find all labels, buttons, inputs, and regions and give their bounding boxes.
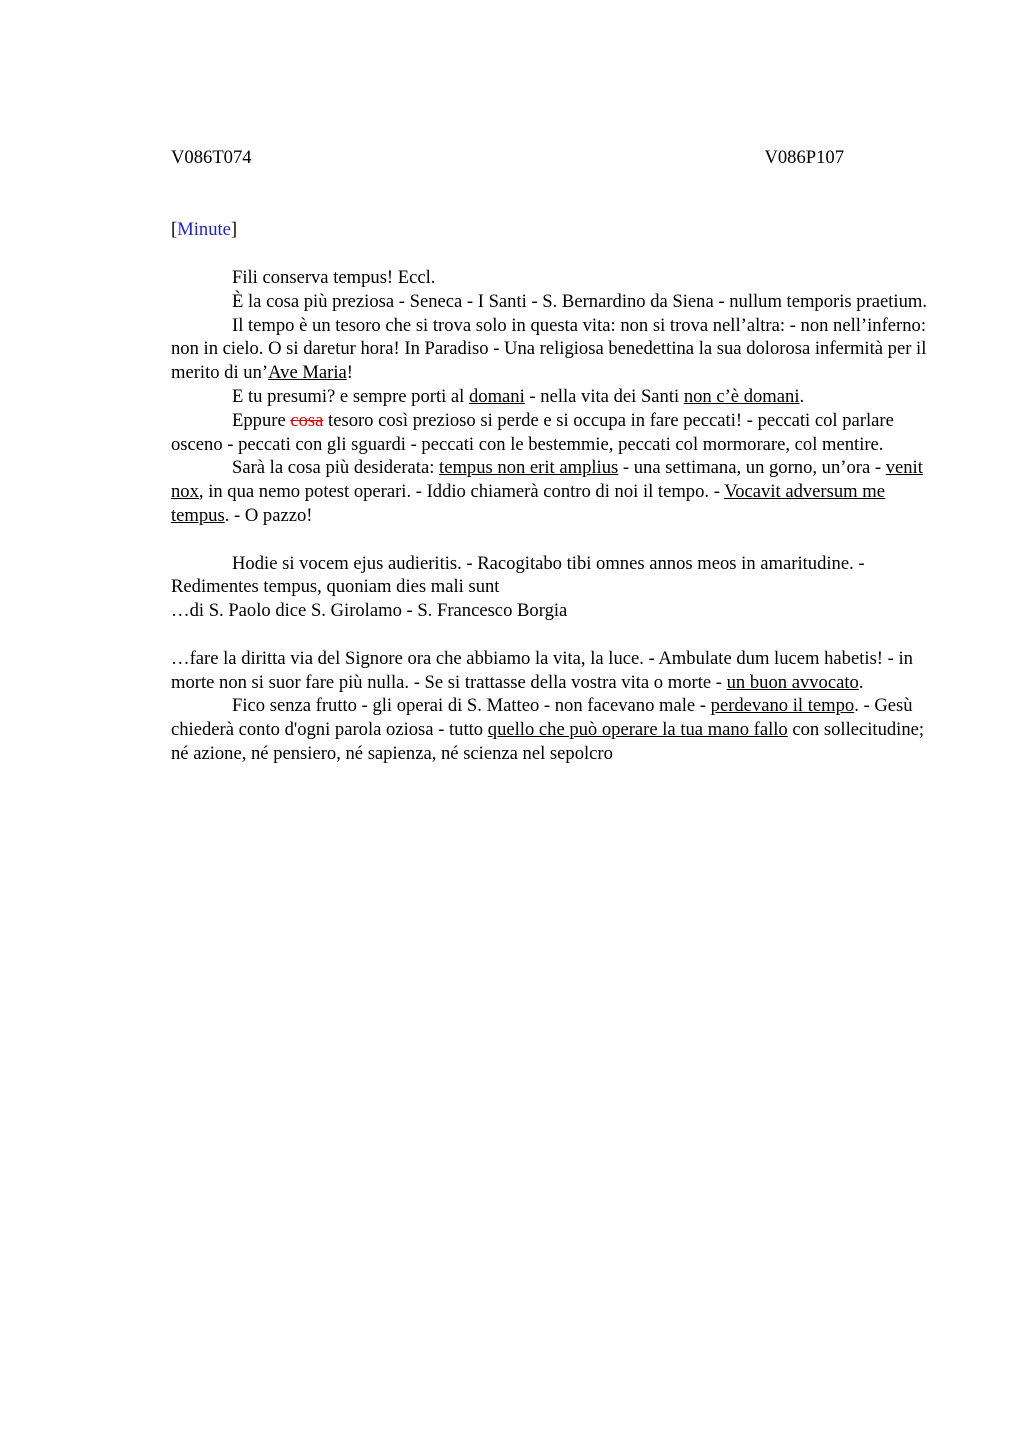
paragraph-10-text-b: . - Gesù chiederà conto d'ogni parola oziosa - tutto bbox=[171, 695, 913, 741]
paragraph-9-text-b: . bbox=[858, 671, 864, 693]
paragraph-5-text-b: tesoro così prezioso si perde e si occupa in fare peccati! - peccati col parlare osceno - peccati con gli sguardi - peccati con le bestemmie, peccati col mormorare, col mentire. bbox=[171, 409, 894, 455]
paragraph-4-underline-domani: domani bbox=[469, 385, 525, 407]
minute-open-bracket: [ bbox=[171, 219, 178, 240]
paragraph-4-text-b: - nella vita dei Santi bbox=[524, 385, 684, 407]
paragraph-6-text-a: Sarà la cosa più desiderata: bbox=[232, 457, 440, 479]
paragraph-9-text-a: …fare la diritta via del Signore ora che abbiamo la vita, la luce. - Ambulate dum lucem habetis! - in morte non si suor fare più nulla. - Se si trattasse della vostra vita o morte - bbox=[171, 647, 913, 693]
paragraph-gap bbox=[171, 623, 931, 647]
paragraph-5 bbox=[171, 409, 931, 457]
paragraph-6-underline-2: venit nox bbox=[171, 457, 923, 503]
paragraph-6 bbox=[171, 456, 931, 527]
paragraph-10-text-a: Fico senza frutto - gli operai di S. Matteo - non facevano male - bbox=[232, 695, 711, 717]
paragraph-7: Hodie si vocem ejus audieritis. - Racogitabo tibi omnes annos meos in amaritudine. - Redimentes tempus, quoniam dies mali sunt bbox=[171, 552, 865, 598]
document-code-left: V086T074 bbox=[171, 147, 252, 168]
paragraph-9 bbox=[171, 647, 931, 695]
paragraph-8: …di S. Paolo dice S. Girolamo - S. Francesco Borgia bbox=[171, 600, 568, 622]
minute-label bbox=[171, 218, 237, 242]
paragraph-10-underline-2: quello che può operare la tua mano fallo bbox=[487, 719, 788, 741]
document-code-right: V086P107 bbox=[764, 147, 844, 168]
paragraph-4-text-c: . bbox=[799, 385, 805, 407]
paragraph-5-strikethrough: cosa bbox=[290, 409, 324, 431]
paragraph-2: È la cosa più preziosa - Seneca - I Santi - S. Bernardino da Siena - nullum temporis praetium. bbox=[232, 290, 928, 312]
paragraph-6-underline-1: tempus non erit amplius bbox=[439, 457, 619, 479]
page-header bbox=[171, 146, 844, 170]
paragraph-3-text-a: Il tempo è un tesoro che si trova solo in questa vita: non si trova nell’altra: - non nell’inferno: non in cielo. O si daretur hora! In Paradiso - Una religiosa benedettina la sua dolorosa infermità per il merito di un’ bbox=[171, 314, 927, 384]
minute-link[interactable]: Minute bbox=[177, 219, 231, 240]
paragraph-gap bbox=[171, 528, 931, 552]
document-body bbox=[171, 266, 931, 766]
paragraph-3-underline-ave-maria: Ave Maria bbox=[268, 362, 347, 384]
paragraph-5-text-a: Eppure bbox=[232, 409, 291, 431]
paragraph-10-underline-1: perdevano il tempo bbox=[710, 695, 855, 717]
paragraph-4 bbox=[171, 385, 931, 409]
paragraph-4-underline-non-ce-domani: non c’è domani bbox=[683, 385, 800, 407]
paragraph-10 bbox=[171, 694, 931, 765]
paragraph-3-text-b: ! bbox=[346, 362, 353, 384]
paragraph-1: Fili conserva tempus! Eccl. bbox=[232, 267, 436, 288]
paragraph-6-underline-3: Vocavit adversum me tempus bbox=[171, 481, 885, 526]
minute-close-bracket: ] bbox=[230, 219, 238, 240]
paragraph-6-text-c: , in qua nemo potest operari. - Iddio chiamerà contro di noi il tempo. - bbox=[198, 481, 725, 503]
paragraph-10-text-c: con sollecitudine; né azione, né pensiero, né sapienza, né scienza nel sepolcro bbox=[171, 719, 925, 764]
paragraph-3 bbox=[171, 314, 931, 385]
paragraph-6-text-d: . - O pazzo! bbox=[224, 504, 313, 526]
paragraph-4-text-a: E tu presumi? e sempre porti al bbox=[232, 385, 469, 407]
paragraph-6-text-b: - una settimana, un gorno, un’ora - bbox=[618, 457, 886, 479]
paragraph-9-underline-1: un buon avvocato bbox=[726, 671, 859, 693]
